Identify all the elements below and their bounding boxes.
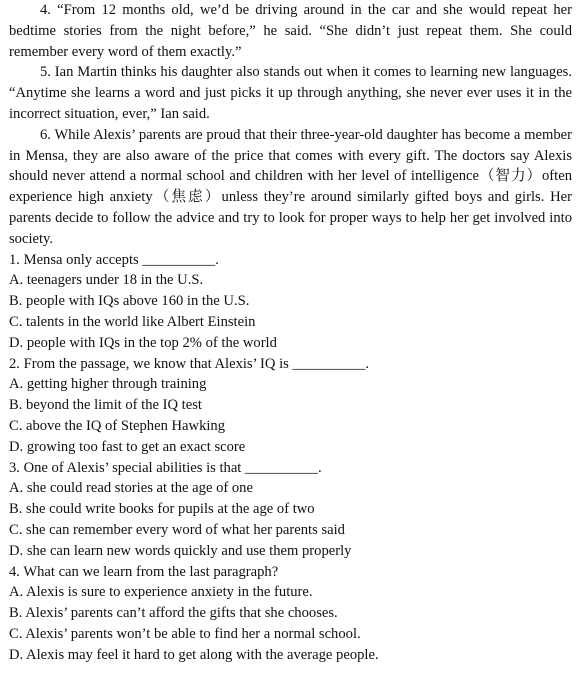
option-d: D. Alexis may feel it hard to get along with the average people. (9, 646, 379, 663)
reading-passage (9, 0, 572, 250)
option-b: B. Alexis’ parents can’t afford the gifts that she chooses. (9, 605, 338, 622)
option-d: D. growing too fast to get an exact score (9, 438, 246, 455)
option-c: C. above the IQ of Stephen Hawking (9, 417, 226, 434)
option-d: D. she can learn new words quickly and use them properly (9, 542, 352, 559)
question-4 (9, 562, 572, 666)
question-stem: 3. One of Alexis’ special abilities is that __________. (9, 459, 322, 476)
option-c: C. talents in the world like Albert Einstein (9, 313, 256, 330)
option-a: A. teenagers under 18 in the U.S. (9, 272, 204, 289)
option-b: B. she could write books for pupils at the age of two (9, 501, 315, 518)
question-list (9, 250, 572, 666)
option-a: A. she could read stories at the age of one (9, 480, 253, 497)
paragraph-5: 5. Ian Martin thinks his daughter also stands out when it comes to learning new languages. “Anytime she learns a word and just picks it up through anything, she never ever uses it in the incorrect situation, ever,” Ian said. (9, 64, 572, 122)
question-3 (9, 458, 572, 562)
option-a: A. getting higher through training (9, 376, 207, 393)
question-1 (9, 250, 572, 354)
paragraph-6: 6. While Alexis’ parents are proud that their three-year-old daughter has become a member in Mensa, they are also aware of the price that comes with every gift. The doctors say Alexis should never attend a normal school and children with her level of intelligence（智力）often experience high anxiety（焦虑）unless they’re around similarly gifted boys and girls. Her parents decide to follow the advice and try to look for proper ways to help her get involved into society. (9, 126, 572, 247)
option-c: C. she can remember every word of what her parents said (9, 521, 345, 538)
option-c: C. Alexis’ parents won’t be able to find her a normal school. (9, 625, 361, 642)
paragraph-4: 4. “From 12 months old, we’d be driving around in the car and she would repeat her bedtime stories from the night before,” he said. “She didn’t just repeat them. She could remember every word of them exactly.” (9, 2, 572, 60)
question-stem: 4. What can we learn from the last paragraph? (9, 563, 279, 580)
question-stem: 1. Mensa only accepts __________. (9, 251, 219, 268)
option-b: B. people with IQs above 160 in the U.S. (9, 293, 250, 310)
option-a: A. Alexis is sure to experience anxiety in the future. (9, 584, 313, 601)
question-2 (9, 354, 572, 458)
question-stem: 2. From the passage, we know that Alexis’ IQ is __________. (9, 355, 370, 372)
option-b: B. beyond the limit of the IQ test (9, 397, 202, 414)
option-d: D. people with IQs in the top 2% of the world (9, 334, 277, 351)
